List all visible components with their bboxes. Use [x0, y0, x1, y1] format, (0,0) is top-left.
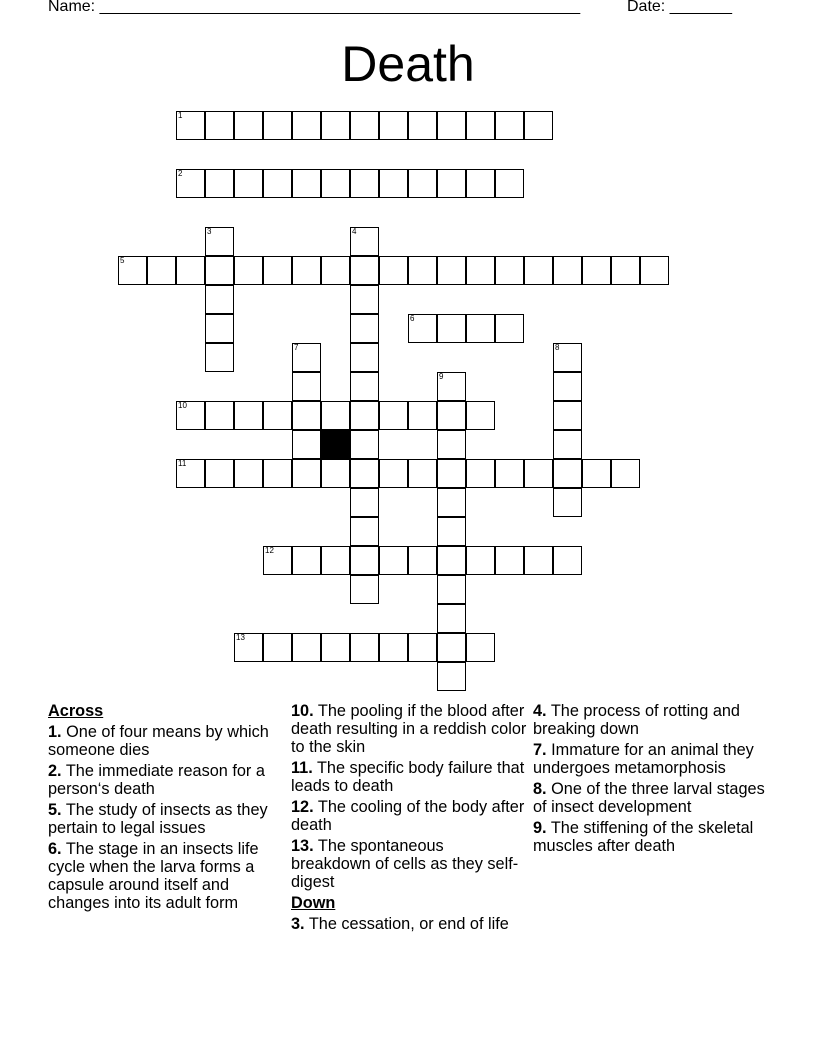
cell-number: 11 [178, 459, 187, 468]
clue-text: The stiffening of the skeletal muscles after death [533, 819, 754, 855]
grid-cell[interactable] [437, 488, 466, 517]
clue-across-12 [291, 798, 527, 834]
clue-across-13 [291, 837, 527, 891]
grid-cell[interactable] [466, 633, 495, 662]
grid-cell[interactable] [234, 111, 263, 140]
cell-number: 1 [178, 111, 183, 120]
grid-cell[interactable] [582, 459, 611, 488]
grid-cell[interactable] [611, 459, 640, 488]
clue-number: 11. [291, 759, 313, 777]
clue-down-9 [533, 819, 769, 855]
grid-cell[interactable] [553, 488, 582, 517]
cell-number: 13 [236, 633, 245, 642]
grid-cell[interactable] [263, 401, 292, 430]
grid-cell[interactable] [437, 372, 466, 401]
grid-cell[interactable] [292, 633, 321, 662]
cell-number: 4 [352, 227, 357, 236]
grid-cell[interactable] [234, 633, 263, 662]
across-heading: Across [48, 702, 104, 720]
cell-number: 8 [555, 343, 560, 352]
grid-cell[interactable] [263, 111, 292, 140]
grid-cell[interactable] [350, 343, 379, 372]
grid-cell[interactable] [466, 169, 495, 198]
grid-cell[interactable] [176, 111, 205, 140]
grid-cell[interactable] [437, 459, 466, 488]
clue-text: The process of rotting and breaking down [533, 702, 740, 738]
clue-across-5 [48, 801, 284, 837]
grid-cell[interactable] [292, 401, 321, 430]
cell-number: 7 [294, 343, 299, 352]
grid-cell[interactable] [292, 169, 321, 198]
clue-number: 1. [48, 723, 62, 741]
grid-cell[interactable] [437, 314, 466, 343]
grid-cell[interactable] [205, 459, 234, 488]
grid-cell[interactable] [408, 314, 437, 343]
grid-cell[interactable] [321, 401, 350, 430]
clue-text: The immediate reason for a person‘s death [48, 762, 265, 798]
clue-number: 3. [291, 915, 305, 933]
cell-number: 9 [439, 372, 444, 381]
grid-cell[interactable] [408, 633, 437, 662]
grid-cell[interactable] [379, 633, 408, 662]
grid-cell[interactable] [321, 256, 350, 285]
grid-cell[interactable] [408, 401, 437, 430]
grid-cell[interactable] [495, 111, 524, 140]
grid-cell[interactable] [321, 633, 350, 662]
clue-down-3 [291, 915, 527, 933]
clue-text: The specific body failure that leads to death [291, 759, 525, 795]
grid-cell[interactable] [408, 256, 437, 285]
clue-text: The spontaneous breakdown of cells as they self-digest [291, 837, 519, 891]
grid-cell[interactable] [205, 169, 234, 198]
clue-number: 7. [533, 741, 547, 759]
grid-cell[interactable] [176, 401, 205, 430]
clue-down-4 [533, 702, 769, 738]
clue-text: Immature for an animal they undergoes metamorphosis [533, 741, 754, 777]
grid-cell[interactable] [379, 546, 408, 575]
grid-cell[interactable] [408, 111, 437, 140]
grid-cell[interactable] [553, 546, 582, 575]
grid-cell[interactable] [292, 372, 321, 401]
grid-cell[interactable] [292, 430, 321, 459]
clue-text: One of four means by which someone dies [48, 723, 269, 759]
clue-across-11 [291, 759, 527, 795]
grid-cell[interactable] [205, 227, 234, 256]
grid-cell[interactable] [553, 343, 582, 372]
grid-cell[interactable] [437, 517, 466, 546]
grid-cell[interactable] [466, 459, 495, 488]
grid-cell[interactable] [437, 575, 466, 604]
grid-cell[interactable] [234, 459, 263, 488]
grid-cell[interactable] [466, 401, 495, 430]
grid-cell[interactable] [582, 256, 611, 285]
grid-cell[interactable] [321, 459, 350, 488]
clue-down-8 [533, 780, 769, 816]
clue-text: The pooling if the blood after death resulting in a reddish color to the skin [291, 702, 527, 756]
grid-cell[interactable] [408, 169, 437, 198]
grid-cell[interactable] [553, 372, 582, 401]
clue-down-7 [533, 741, 769, 777]
grid-cell[interactable] [292, 546, 321, 575]
grid-cell[interactable] [205, 285, 234, 314]
grid-cell[interactable] [350, 285, 379, 314]
grid-cell[interactable] [263, 169, 292, 198]
clue-across-2 [48, 762, 284, 798]
grid-cell[interactable] [379, 111, 408, 140]
grid-cell[interactable] [437, 111, 466, 140]
grid-cell[interactable] [379, 401, 408, 430]
grid-cell[interactable] [292, 111, 321, 140]
grid-cell[interactable] [437, 546, 466, 575]
clue-number: 10. [291, 702, 314, 720]
date-field[interactable]: Date: _______ [627, 0, 732, 15]
clues-column-1 [48, 702, 284, 915]
clue-number: 4. [533, 702, 547, 720]
grid-cell[interactable] [466, 314, 495, 343]
grid-cell[interactable] [379, 459, 408, 488]
grid-cell[interactable] [553, 256, 582, 285]
grid-cell[interactable] [553, 430, 582, 459]
grid-cell[interactable] [234, 169, 263, 198]
grid-cell[interactable] [263, 633, 292, 662]
cell-number: 5 [120, 256, 125, 265]
name-field[interactable]: Name: ______________________________________________________ [48, 0, 581, 15]
grid-cell[interactable] [466, 546, 495, 575]
cell-number: 3 [207, 227, 212, 236]
grid-cell[interactable] [350, 517, 379, 546]
grid-cell[interactable] [176, 256, 205, 285]
grid-cell[interactable] [408, 459, 437, 488]
grid-cell[interactable] [437, 256, 466, 285]
grid-cell[interactable] [437, 401, 466, 430]
clue-across-1 [48, 723, 284, 759]
grid-cell[interactable] [379, 256, 408, 285]
grid-cell[interactable] [321, 546, 350, 575]
grid-cell[interactable] [408, 546, 437, 575]
grid-cell[interactable] [437, 662, 466, 691]
grid-cell[interactable] [118, 256, 147, 285]
grid-cell[interactable] [495, 546, 524, 575]
grid-cell[interactable] [495, 314, 524, 343]
grid-cell[interactable] [205, 343, 234, 372]
grid-cell[interactable] [611, 256, 640, 285]
grid-cell[interactable] [350, 633, 379, 662]
grid-cell[interactable] [234, 256, 263, 285]
grid-cell[interactable] [466, 111, 495, 140]
clue-text: One of the three larval stages of insect development [533, 780, 765, 816]
grid-cell[interactable] [379, 169, 408, 198]
clue-text: The study of insects as they pertain to legal issues [48, 801, 268, 837]
clues-column-3 [533, 702, 769, 858]
clue-text: The stage in an insects life cycle when the larva forms a capsule around itself and changes into its adult form [48, 840, 259, 912]
clue-number: 12. [291, 798, 314, 816]
clue-number: 5. [48, 801, 62, 819]
grid-cell[interactable] [205, 314, 234, 343]
clue-across-6 [48, 840, 284, 912]
grid-cell[interactable] [350, 111, 379, 140]
clue-number: 2. [48, 762, 62, 780]
grid-cell[interactable] [147, 256, 176, 285]
grid-cell[interactable] [553, 401, 582, 430]
grid-cell[interactable] [437, 430, 466, 459]
grid-cell[interactable] [234, 401, 263, 430]
clue-number: 8. [533, 780, 547, 798]
grid-cell[interactable] [350, 314, 379, 343]
grid-cell[interactable] [350, 372, 379, 401]
grid-cell[interactable] [350, 488, 379, 517]
black-square [321, 430, 350, 459]
grid-cell[interactable] [640, 256, 669, 285]
grid-cell[interactable] [524, 459, 553, 488]
grid-cell[interactable] [437, 169, 466, 198]
grid-cell[interactable] [466, 256, 495, 285]
grid-cell[interactable] [524, 111, 553, 140]
grid-cell[interactable] [263, 459, 292, 488]
down-heading: Down [291, 894, 336, 912]
grid-cell[interactable] [350, 546, 379, 575]
grid-cell[interactable] [350, 169, 379, 198]
grid-cell[interactable] [205, 401, 234, 430]
clue-text: The cessation, or end of life [308, 915, 509, 933]
grid-cell[interactable] [292, 343, 321, 372]
clue-number: 9. [533, 819, 547, 837]
cell-number: 6 [410, 314, 415, 323]
grid-cell[interactable] [437, 633, 466, 662]
grid-cell[interactable] [263, 546, 292, 575]
cell-number: 12 [265, 546, 274, 555]
grid-cell[interactable] [176, 459, 205, 488]
cell-number: 10 [178, 401, 187, 410]
grid-cell[interactable] [263, 256, 292, 285]
puzzle-title: Death [341, 36, 475, 92]
grid-cell[interactable] [350, 459, 379, 488]
grid-cell[interactable] [553, 459, 582, 488]
grid-cell[interactable] [350, 401, 379, 430]
grid-cell[interactable] [350, 575, 379, 604]
grid-cell[interactable] [495, 459, 524, 488]
grid-cell[interactable] [350, 227, 379, 256]
grid-cell[interactable] [292, 459, 321, 488]
grid-cell[interactable] [350, 430, 379, 459]
grid-cell[interactable] [321, 169, 350, 198]
grid-cell[interactable] [495, 256, 524, 285]
clue-across-10 [291, 702, 527, 756]
grid-cell[interactable] [292, 256, 321, 285]
grid-cell[interactable] [205, 256, 234, 285]
grid-cell[interactable] [524, 546, 553, 575]
grid-cell[interactable] [437, 604, 466, 633]
grid-cell[interactable] [176, 169, 205, 198]
grid-cell[interactable] [495, 169, 524, 198]
cell-number: 2 [178, 169, 183, 178]
clue-text: The cooling of the body after death [291, 798, 525, 834]
grid-cell[interactable] [321, 111, 350, 140]
clue-number: 6. [48, 840, 62, 858]
grid-cell[interactable] [350, 256, 379, 285]
clue-number: 13. [291, 837, 314, 855]
grid-cell[interactable] [205, 111, 234, 140]
grid-cell[interactable] [524, 256, 553, 285]
clues-column-2 [291, 702, 527, 936]
